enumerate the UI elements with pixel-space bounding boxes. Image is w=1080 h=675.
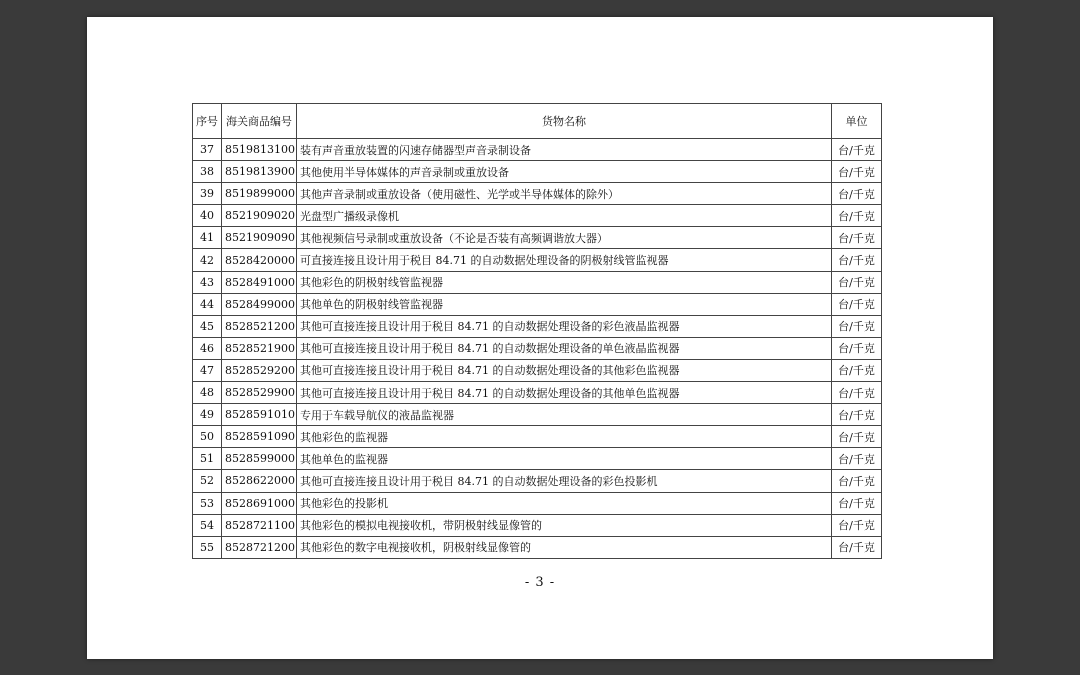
cell-code: 8528521900 <box>222 337 297 359</box>
cell-code: 8528599000 <box>222 448 297 470</box>
cell-no: 37 <box>193 139 222 161</box>
table-row <box>193 227 882 249</box>
table-row <box>193 492 882 514</box>
header-code: 海关商品编号 <box>222 104 297 139</box>
cell-unit: 台/千克 <box>832 205 882 227</box>
table-row <box>193 426 882 448</box>
cell-code: 8528591010 <box>222 404 297 426</box>
cell-name: 其他可直接连接且设计用于税目 84.71 的自动数据处理设备的其他单色监视器 <box>297 382 832 404</box>
cell-no: 40 <box>193 205 222 227</box>
cell-no: 45 <box>193 315 222 337</box>
cell-name: 其他声音录制或重放设备（使用磁性、光学或半导体媒体的除外） <box>297 183 832 205</box>
cell-code: 8528721100 <box>222 514 297 536</box>
cell-name: 其他使用半导体媒体的声音录制或重放设备 <box>297 161 832 183</box>
table-row <box>193 404 882 426</box>
cell-code: 8528499000 <box>222 293 297 315</box>
cell-code: 8528521200 <box>222 315 297 337</box>
cell-unit: 台/千克 <box>832 161 882 183</box>
cell-no: 46 <box>193 337 222 359</box>
cell-unit: 台/千克 <box>832 382 882 404</box>
cell-unit: 台/千克 <box>832 183 882 205</box>
header-unit: 单位 <box>832 104 882 139</box>
cell-name: 其他彩色的模拟电视接收机，带阴极射线显像管的 <box>297 514 832 536</box>
table-row <box>193 514 882 536</box>
table-row <box>193 205 882 227</box>
cell-name: 其他彩色的投影机 <box>297 492 832 514</box>
cell-no: 39 <box>193 183 222 205</box>
cell-no: 55 <box>193 536 222 558</box>
cell-name: 可直接连接且设计用于税目 84.71 的自动数据处理设备的阴极射线管监视器 <box>297 249 832 271</box>
header-name: 货物名称 <box>297 104 832 139</box>
cell-code: 8519899000 <box>222 183 297 205</box>
cell-name: 光盘型广播级录像机 <box>297 205 832 227</box>
cell-name: 其他单色的监视器 <box>297 448 832 470</box>
cell-name: 其他可直接连接且设计用于税目 84.71 的自动数据处理设备的其他彩色监视器 <box>297 359 832 381</box>
table-row <box>193 359 882 381</box>
cell-unit: 台/千克 <box>832 337 882 359</box>
cell-unit: 台/千克 <box>832 448 882 470</box>
table-row <box>193 183 882 205</box>
cell-unit: 台/千克 <box>832 426 882 448</box>
cell-no: 47 <box>193 359 222 381</box>
cell-no: 41 <box>193 227 222 249</box>
cell-name: 其他彩色的阴极射线管监视器 <box>297 271 832 293</box>
table-row <box>193 249 882 271</box>
cell-no: 42 <box>193 249 222 271</box>
cell-code: 8519813100 <box>222 139 297 161</box>
table-row <box>193 382 882 404</box>
cell-unit: 台/千克 <box>832 536 882 558</box>
table-row <box>193 271 882 293</box>
table-row <box>193 161 882 183</box>
table-header-row <box>193 104 882 139</box>
cell-name: 其他彩色的数字电视接收机，阴极射线显像管的 <box>297 536 832 558</box>
cell-unit: 台/千克 <box>832 139 882 161</box>
cell-code: 8528721200 <box>222 536 297 558</box>
cell-no: 38 <box>193 161 222 183</box>
cell-name: 装有声音重放装置的闪速存储器型声音录制设备 <box>297 139 832 161</box>
cell-code: 8528491000 <box>222 271 297 293</box>
cell-no: 49 <box>193 404 222 426</box>
table-row <box>193 536 882 558</box>
cell-code: 8528529200 <box>222 359 297 381</box>
cell-code: 8519813900 <box>222 161 297 183</box>
table-row <box>193 337 882 359</box>
cell-code: 8528591090 <box>222 426 297 448</box>
table-row <box>193 139 882 161</box>
cell-code: 8521909090 <box>222 227 297 249</box>
cell-unit: 台/千克 <box>832 404 882 426</box>
cell-unit: 台/千克 <box>832 315 882 337</box>
cell-no: 50 <box>193 426 222 448</box>
cell-unit: 台/千克 <box>832 470 882 492</box>
cell-unit: 台/千克 <box>832 271 882 293</box>
cell-no: 44 <box>193 293 222 315</box>
cell-unit: 台/千克 <box>832 249 882 271</box>
table-row <box>193 470 882 492</box>
cell-code: 8521909020 <box>222 205 297 227</box>
cell-code: 8528622000 <box>222 470 297 492</box>
cell-no: 48 <box>193 382 222 404</box>
cell-code: 8528420000 <box>222 249 297 271</box>
table-row <box>193 448 882 470</box>
cell-code: 8528691000 <box>222 492 297 514</box>
table-row <box>193 315 882 337</box>
cell-name: 其他可直接连接且设计用于税目 84.71 的自动数据处理设备的单色液晶监视器 <box>297 337 832 359</box>
cell-no: 51 <box>193 448 222 470</box>
cell-name: 其他单色的阴极射线管监视器 <box>297 293 832 315</box>
cell-unit: 台/千克 <box>832 227 882 249</box>
cell-no: 43 <box>193 271 222 293</box>
cell-no: 52 <box>193 470 222 492</box>
document-page <box>87 17 993 659</box>
page-number: - 3 - <box>524 575 556 590</box>
cell-unit: 台/千克 <box>832 293 882 315</box>
cell-name: 其他可直接连接且设计用于税目 84.71 的自动数据处理设备的彩色投影机 <box>297 470 832 492</box>
header-no: 序号 <box>193 104 222 139</box>
table-row <box>193 293 882 315</box>
cell-unit: 台/千克 <box>832 492 882 514</box>
cell-name: 其他视频信号录制或重放设备（不论是否装有高频调谐放大器） <box>297 227 832 249</box>
cell-no: 53 <box>193 492 222 514</box>
cell-unit: 台/千克 <box>832 359 882 381</box>
cell-code: 8528529900 <box>222 382 297 404</box>
cell-name: 专用于车载导航仪的液晶监视器 <box>297 404 832 426</box>
cell-name: 其他彩色的监视器 <box>297 426 832 448</box>
cell-no: 54 <box>193 514 222 536</box>
cell-name: 其他可直接连接且设计用于税目 84.71 的自动数据处理设备的彩色液晶监视器 <box>297 315 832 337</box>
goods-table <box>192 103 882 559</box>
cell-unit: 台/千克 <box>832 514 882 536</box>
